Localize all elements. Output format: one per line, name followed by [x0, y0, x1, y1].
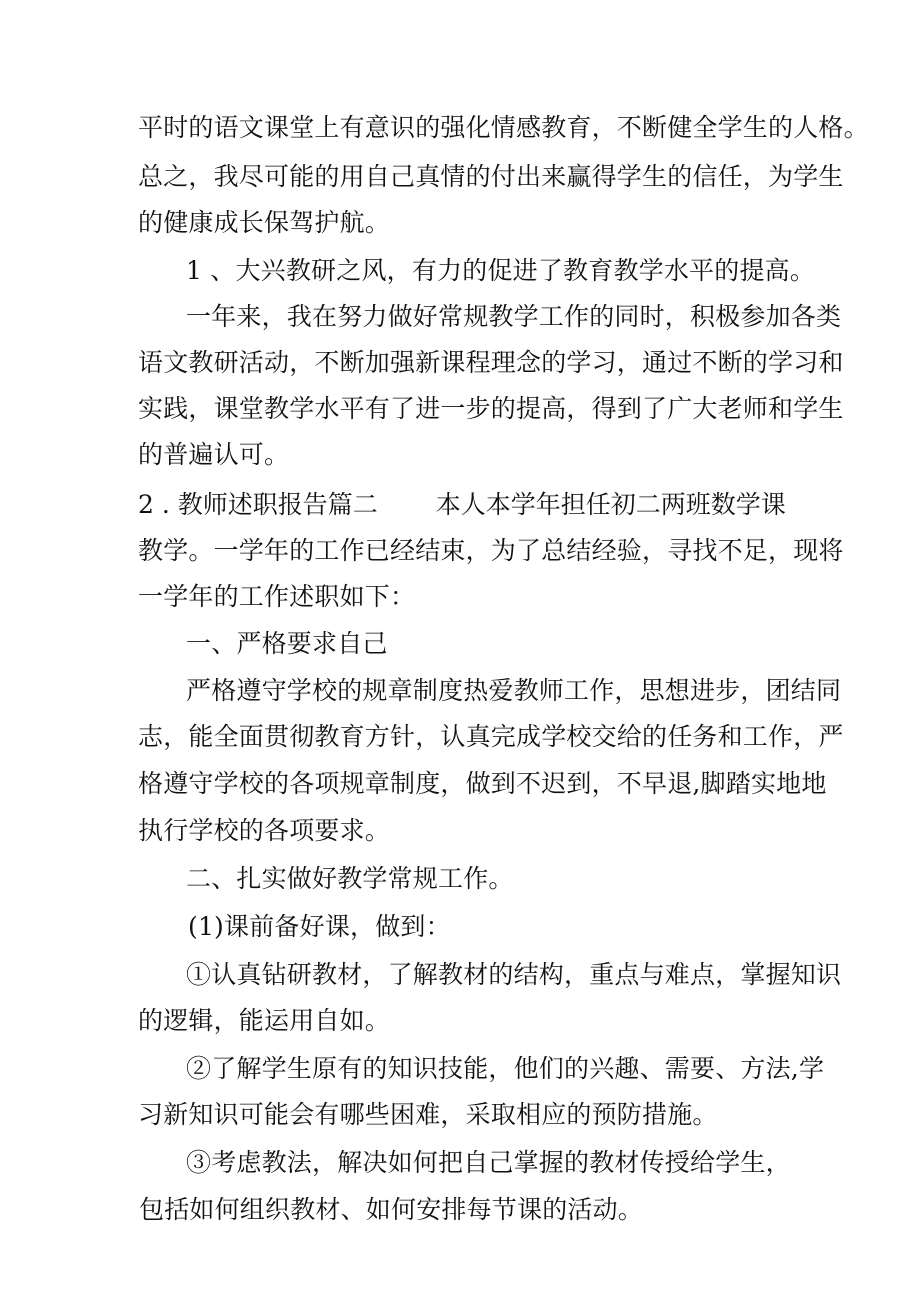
text-line: 习新知识可能会有哪些困难，采取相应的预防措施。 — [138, 1100, 718, 1129]
list-item: ①认真钻研教材，了解教材的结构，重点与难点，掌握知识 — [186, 960, 842, 989]
text-line: 教学。一学年的工作已经结束，为了总结经验，寻找不足，现将 — [138, 536, 844, 565]
text-line: 语文教研活动，不断加强新课程理念的学习，通过不断的学习和 — [138, 348, 844, 377]
text-line: 严格遵守学校的规章制度热爱教师工作，思想进步，团结同 — [186, 676, 842, 705]
text-line: 的健康成长保驾护航。 — [138, 208, 391, 237]
text-line: 的普遍认可。 — [138, 440, 290, 469]
text-line: 一年来，我在努力做好常规教学工作的同时，积极参加各类 — [186, 302, 842, 331]
text-line: 包括如何组织教材、如何安排每节课的活动。 — [139, 1195, 644, 1224]
list-item: ②了解学生原有的知识技能，他们的兴趣、需要、方法,学 — [186, 1054, 825, 1083]
section-heading: 1 、大兴教研之风，有力的促进了教育教学水平的提高。 — [186, 256, 816, 285]
list-item: ③考虑教法，解决如何把自己掌握的教材传授给学生， — [186, 1148, 791, 1177]
text-line: 实践，课堂教学水平有了进一步的提高，得到了广大老师和学生 — [138, 394, 844, 423]
report-intro: 本人本学年担任初二两班数学课 — [435, 490, 786, 519]
report-title: 2 . 教师述职报告篇二 — [138, 490, 378, 519]
text-line: 一学年的工作述职如下： — [138, 582, 416, 611]
section-heading: 二、扎实做好教学常规工作。 — [186, 864, 514, 893]
sub-heading: (1)课前备好课，做到： — [188, 912, 451, 941]
text-line: 的逻辑，能运用自如。 — [138, 1006, 391, 1035]
text-line: 格遵守学校的各项规章制度，做到不迟到，不早退,脚踏实地地 — [138, 769, 827, 798]
text-line: 总之，我尽可能的用自己真情的付出来赢得学生的信任，为学生 — [138, 162, 844, 191]
section-heading: 一、严格要求自己 — [186, 629, 388, 658]
text-line: 志，能全面贯彻教育方针，认真完成学校交给的任务和工作，严 — [138, 722, 844, 751]
report-heading-row — [138, 488, 786, 522]
text-line: 执行学校的各项要求。 — [138, 816, 391, 845]
text-line: 平时的语文课堂上有意识的强化情感教育，不断健全学生的人格。 — [138, 113, 869, 142]
